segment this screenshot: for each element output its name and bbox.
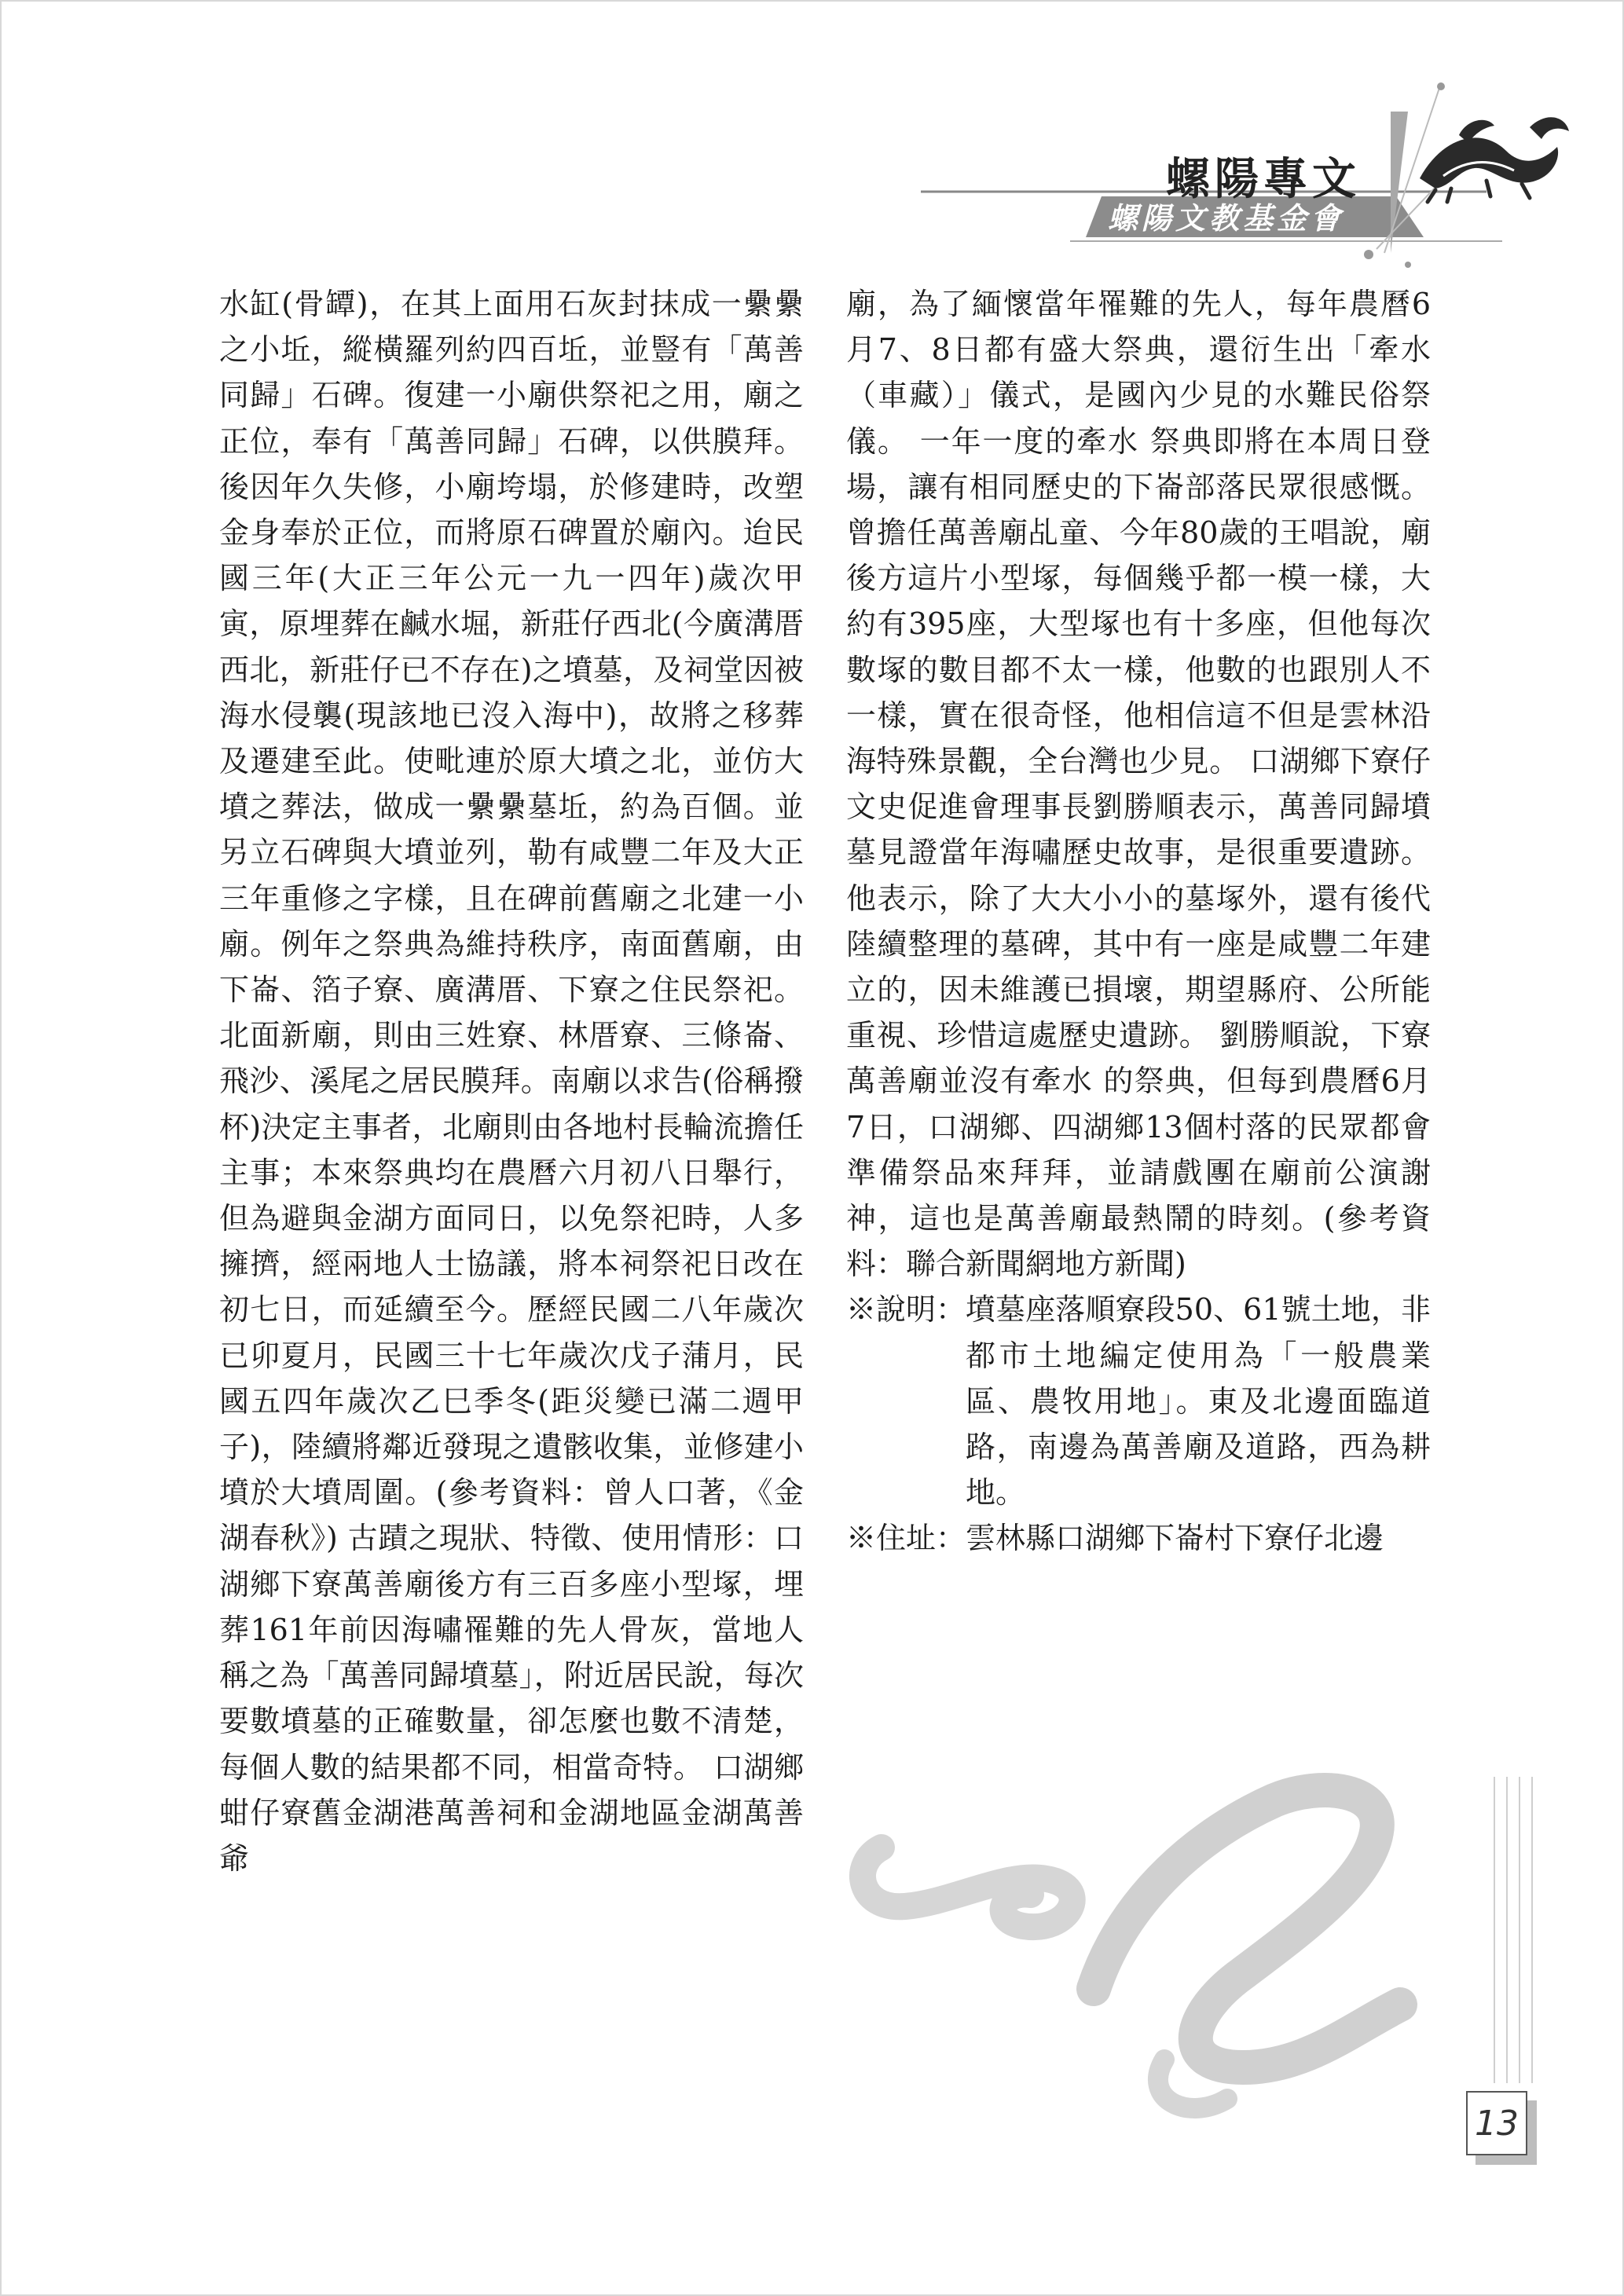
note-address xyxy=(846,1515,1431,1561)
left-column xyxy=(219,281,804,1881)
right-column-text: 廟，為了緬懷當年罹難的先人，每年農曆6月7、8日都有盛大祭典，還衍生出「牽水（車藏）」儀式，是國內少見的水難民俗祭儀。 一年一度的牽水 祭典即將在本周日登場，讓有相同歷史的下崙部落民眾很感慨。 曾擔任萬善廟乩童、今年80歲的王唱說，廟後方這片小型塚，每個幾乎都一模一樣，大約有395座，大型塚也有十多座，但他每次數塚的數目都不太一樣，他數的也跟別人不一樣，實在很奇怪，他相信這不但是雲林沿海特殊景觀，全台灣也少見。 口湖鄉下寮仔文史促進會理事長劉勝順表示，萬善同歸墳墓見證當年海嘯歷史故事，是很重要遺跡。他表示，除了大大小小的墓塚外，還有後代陸續整理的墓碑，其中有一座是咸豐二年建立的，因未維護已損壞，期望縣府、公所能重視、珍惜這處歷史遺跡。 劉勝順說，下寮萬善廟並沒有牽水 的祭典，但每到農曆6月7日，口湖鄉、四湖鄉13個村落的民眾都會準備祭品來拜拜，並請戲團在廟前公演謝神，這也是萬善廟最熱鬧的時刻。(參考資料：聯合新聞網地方新聞) xyxy=(846,287,1441,1282)
dragon-logo-icon xyxy=(1412,104,1577,206)
header-title: 螺陽專文 xyxy=(1166,154,1361,205)
header-subtitle: 螺陽文教基金會 xyxy=(1108,200,1345,236)
page-number: 13 xyxy=(1466,2091,1527,2155)
decorative-swirl-icon xyxy=(834,1730,1542,2170)
note-description-label: ※說明： xyxy=(846,1292,966,1327)
right-column xyxy=(846,281,1441,1562)
note-description-text: 墳墓座落順寮段50、61號土地，非都市土地編定使用為「一般農業區、農牧用地」。東及北邊面臨道路，南邊為萬善廟及道路，西為耕地。 xyxy=(966,1292,1431,1511)
note-address-label: ※住址： xyxy=(846,1521,966,1556)
left-column-text: 水缸(骨罈)，在其上面用石灰封抹成一纍纍之小坵，縱橫羅列約四百坵，並豎有「萬善同歸」石碑。復建一小廟供祭祀之用，廟之正位，奉有「萬善同歸」石碑，以供膜拜。後因年久失修，小廟垮塌，於修建時，改塑金身奉於正位，而將原石碑置於廟內。迨民國三年(大正三年公元一九一四年)歲次甲寅，原埋葬在鹹水堀，新莊仔西北(今廣溝厝西北，新莊仔已不存在)之墳墓，及祠堂因被海水侵襲(現該地已沒入海中)，故將之移葬及遷建至此。使毗連於原大墳之北，並仿大墳之葬法，做成一纍纍墓坵，約為百個。並另立石碑與大墳並列，勒有咸豐二年及大正三年重修之字樣，且在碑前舊廟之北建一小廟。例年之祭典為維持秩序，南面舊廟，由下崙、箔子寮、廣溝厝、下寮之住民祭祀。北面新廟，則由三姓寮、林厝寮、三條崙、飛沙、溪尾之居民膜拜。南廟以求告(俗稱撥杯)決定主事者，北廟則由各地村長輪流擔任主事；本來祭典均在農曆六月初八日舉行，但為避與金湖方面同日，以免祭祀時，人多擁擠，經兩地人士協議，將本祠祭祀日改在初七日，而延續至今。歷經民國二八年歲次已卯夏月，民國三十七年歲次戊子蒲月，民國五四年歲次乙巳季冬(距災變已滿二週甲子)，陸續將鄰近發現之遺骸收集，並修建小墳於大墳周圍。(參考資料：曾人口著，《金湖春秋》) 古蹟之現狀、特徵、使用情形：口湖鄉下寮萬善廟後方有三百多座小型塚，埋葬161年前因海嘯罹難的先人骨灰，當地人稱之為「萬善同歸墳墓」，附近居民說，每次要數墳墓的正確數量，卻怎麼也數不清楚，每個人數的結果都不同，相當奇特。 口湖鄉蚶仔寮舊金湖港萬善祠和金湖地區金湖萬善爺 xyxy=(219,287,804,1876)
note-description xyxy=(846,1287,1431,1515)
page-header xyxy=(905,72,1581,276)
note-address-text: 雲林縣口湖鄉下崙村下寮仔北邊 xyxy=(966,1521,1384,1556)
